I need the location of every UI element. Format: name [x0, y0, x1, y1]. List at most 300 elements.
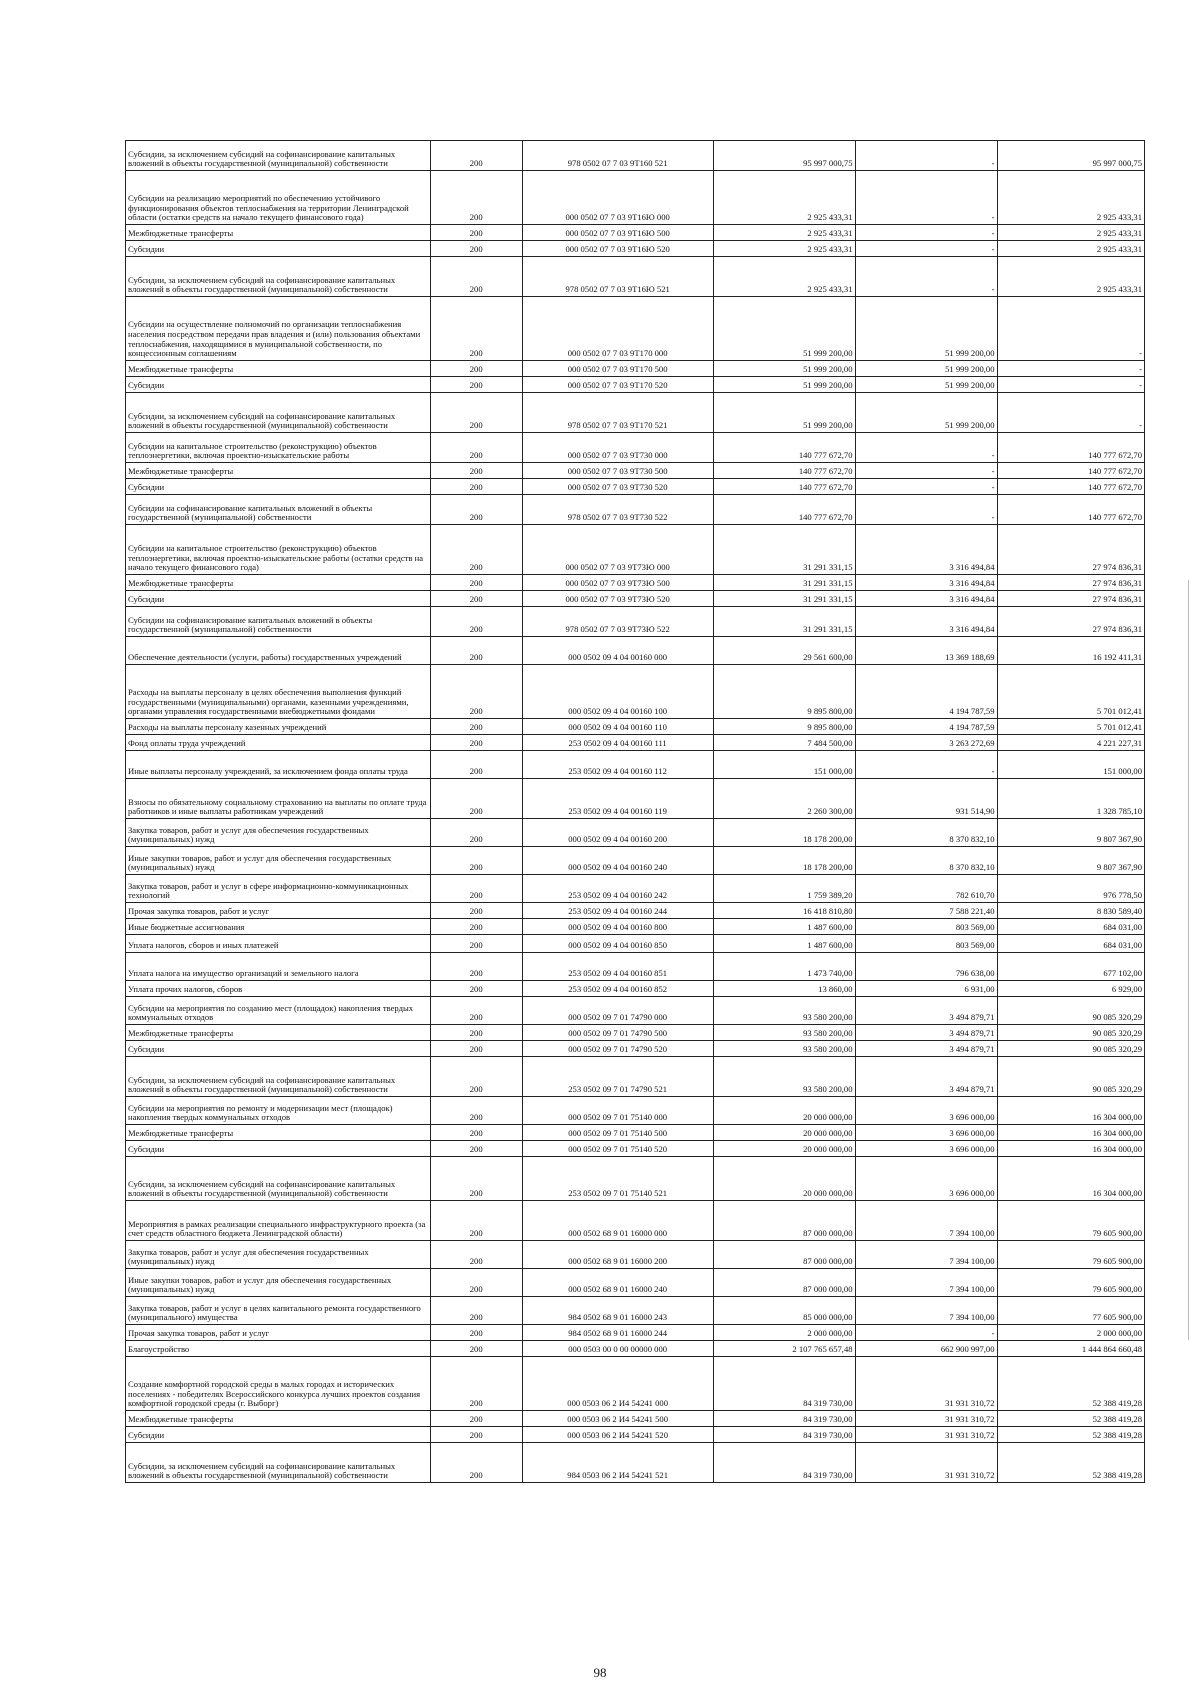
row-line-code-cell: 200	[430, 495, 522, 525]
row-budget-code-cell: 000 0502 07 7 03 9Т16Ю 520	[522, 241, 713, 257]
row-unexecuted-amount-cell: 9 807 367,90	[997, 819, 1144, 847]
row-unexecuted-amount-cell: 27 974 836,31	[997, 575, 1144, 591]
row-line-code-cell: 200	[430, 1357, 522, 1411]
row-approved-amount-cell: 31 291 331,15	[713, 591, 855, 607]
row-unexecuted-amount-cell: 1 444 864 660,48	[997, 1341, 1144, 1357]
table-row	[126, 591, 1145, 607]
row-approved-amount-cell: 2 925 433,31	[713, 257, 855, 297]
table-row	[126, 997, 1145, 1025]
budget-report-page	[125, 140, 1145, 1483]
row-name-cell: Субсидии, за исключением субсидий на софинансирование капитальных вложений в объекты государственной (муниципальной) собственности	[126, 1443, 431, 1483]
row-budget-code-cell: 000 0502 09 4 04 00160 850	[522, 935, 713, 953]
row-line-code-cell: 200	[430, 257, 522, 297]
row-budget-code-cell: 000 0502 07 7 03 9Т730 500	[522, 463, 713, 479]
row-unexecuted-amount-cell: 976 778,50	[997, 875, 1144, 903]
row-budget-code-cell: 000 0502 07 7 03 9Т730 520	[522, 479, 713, 495]
table-row	[126, 297, 1145, 361]
row-budget-code-cell: 000 0502 09 7 01 74790 500	[522, 1025, 713, 1041]
row-executed-amount-cell: 803 569,00	[855, 935, 997, 953]
row-name-cell: Мероприятия в рамках реализации специального инфраструктурного проекта (за счет средств областного бюджета Ленинградской области)	[126, 1201, 431, 1241]
table-row	[126, 377, 1145, 393]
row-line-code-cell: 200	[430, 903, 522, 919]
row-line-code-cell: 200	[430, 1269, 522, 1297]
row-executed-amount-cell: 8 370 832,10	[855, 819, 997, 847]
table-row	[126, 141, 1145, 171]
table-row	[126, 1241, 1145, 1269]
row-budget-code-cell: 253 0502 09 4 04 00160 244	[522, 903, 713, 919]
row-approved-amount-cell: 16 418 810,80	[713, 903, 855, 919]
row-unexecuted-amount-cell: 5 701 012,41	[997, 665, 1144, 719]
row-executed-amount-cell: -	[855, 479, 997, 495]
table-row	[126, 875, 1145, 903]
row-approved-amount-cell: 140 777 672,70	[713, 433, 855, 463]
row-name-cell: Субсидии, за исключением субсидий на софинансирование капитальных вложений в объекты государственной (муниципальной) собственности	[126, 1157, 431, 1201]
table-row	[126, 1443, 1145, 1483]
row-approved-amount-cell: 1 473 740,00	[713, 953, 855, 981]
table-body	[126, 141, 1145, 1483]
row-line-code-cell: 200	[430, 141, 522, 171]
row-executed-amount-cell: 3 316 494,84	[855, 591, 997, 607]
table-row	[126, 981, 1145, 997]
row-name-cell: Расходы на выплаты персоналу казенных учреждений	[126, 719, 431, 735]
row-unexecuted-amount-cell: 684 031,00	[997, 935, 1144, 953]
row-unexecuted-amount-cell: 79 605 900,00	[997, 1201, 1144, 1241]
row-name-cell: Субсидии	[126, 377, 431, 393]
row-name-cell: Субсидии на софинансирование капитальных вложений в объекты государственной (муниципальной) собственности	[126, 607, 431, 637]
row-approved-amount-cell: 9 895 800,00	[713, 665, 855, 719]
budget-execution-table	[125, 140, 1145, 1483]
table-row	[126, 393, 1145, 433]
table-row	[126, 607, 1145, 637]
row-budget-code-cell: 000 0502 07 7 03 9Т73Ю 520	[522, 591, 713, 607]
row-unexecuted-amount-cell: 2 000 000,00	[997, 1325, 1144, 1341]
row-unexecuted-amount-cell: 90 085 320,29	[997, 997, 1144, 1025]
row-approved-amount-cell: 84 319 730,00	[713, 1411, 855, 1427]
row-executed-amount-cell: 3 263 272,69	[855, 735, 997, 751]
table-row	[126, 575, 1145, 591]
row-budget-code-cell: 000 0502 07 7 03 9Т170 500	[522, 361, 713, 377]
row-approved-amount-cell: 140 777 672,70	[713, 463, 855, 479]
row-budget-code-cell: 000 0502 07 7 03 9Т170 520	[522, 377, 713, 393]
row-budget-code-cell: 000 0502 68 9 01 16000 200	[522, 1241, 713, 1269]
table-row	[126, 1341, 1145, 1357]
row-line-code-cell: 200	[430, 171, 522, 225]
row-approved-amount-cell: 93 580 200,00	[713, 1041, 855, 1057]
row-budget-code-cell: 000 0502 09 4 04 00160 000	[522, 637, 713, 665]
row-approved-amount-cell: 87 000 000,00	[713, 1201, 855, 1241]
row-line-code-cell: 200	[430, 1325, 522, 1341]
row-name-cell: Субсидии	[126, 591, 431, 607]
row-budget-code-cell: 000 0502 09 4 04 00160 110	[522, 719, 713, 735]
row-line-code-cell: 200	[430, 1057, 522, 1097]
table-row	[126, 241, 1145, 257]
row-name-cell: Межбюджетные трансферты	[126, 225, 431, 241]
row-approved-amount-cell: 2 000 000,00	[713, 1325, 855, 1341]
table-row	[126, 1025, 1145, 1041]
row-approved-amount-cell: 84 319 730,00	[713, 1357, 855, 1411]
row-budget-code-cell: 000 0502 09 4 04 00160 200	[522, 819, 713, 847]
row-line-code-cell: 200	[430, 1025, 522, 1041]
row-unexecuted-amount-cell: -	[997, 393, 1144, 433]
row-executed-amount-cell: 31 931 310,72	[855, 1411, 997, 1427]
row-line-code-cell: 200	[430, 1443, 522, 1483]
row-executed-amount-cell: 803 569,00	[855, 919, 997, 935]
row-approved-amount-cell: 2 107 765 657,48	[713, 1341, 855, 1357]
row-name-cell: Субсидии, за исключением субсидий на софинансирование капитальных вложений в объекты государственной (муниципальной) собственности	[126, 393, 431, 433]
table-row	[126, 1157, 1145, 1201]
row-approved-amount-cell: 51 999 200,00	[713, 377, 855, 393]
row-unexecuted-amount-cell: -	[997, 377, 1144, 393]
row-line-code-cell: 200	[430, 1201, 522, 1241]
row-line-code-cell: 200	[430, 393, 522, 433]
row-name-cell: Субсидии на капитальное строительство (реконструкцию) объектов теплоэнергетики, включая проектно-изыскательские работы	[126, 433, 431, 463]
row-unexecuted-amount-cell: 77 605 900,00	[997, 1297, 1144, 1325]
table-row	[126, 1141, 1145, 1157]
row-name-cell: Субсидии	[126, 479, 431, 495]
row-unexecuted-amount-cell: 677 102,00	[997, 953, 1144, 981]
table-row	[126, 903, 1145, 919]
row-budget-code-cell: 000 0502 68 9 01 16000 000	[522, 1201, 713, 1241]
row-unexecuted-amount-cell: 52 388 419,28	[997, 1411, 1144, 1427]
row-line-code-cell: 200	[430, 479, 522, 495]
table-row	[126, 735, 1145, 751]
table-row	[126, 171, 1145, 225]
row-line-code-cell: 200	[430, 779, 522, 819]
row-line-code-cell: 200	[430, 875, 522, 903]
row-approved-amount-cell: 51 999 200,00	[713, 393, 855, 433]
row-approved-amount-cell: 18 178 200,00	[713, 819, 855, 847]
row-approved-amount-cell: 95 997 000,75	[713, 141, 855, 171]
row-approved-amount-cell: 31 291 331,15	[713, 607, 855, 637]
row-line-code-cell: 200	[430, 225, 522, 241]
row-executed-amount-cell: -	[855, 171, 997, 225]
row-unexecuted-amount-cell: 90 085 320,29	[997, 1057, 1144, 1097]
row-unexecuted-amount-cell: 9 807 367,90	[997, 847, 1144, 875]
table-row	[126, 1269, 1145, 1297]
row-line-code-cell: 200	[430, 377, 522, 393]
row-executed-amount-cell: 4 194 787,59	[855, 719, 997, 735]
row-budget-code-cell: 984 0502 68 9 01 16000 243	[522, 1297, 713, 1325]
row-unexecuted-amount-cell: 16 304 000,00	[997, 1097, 1144, 1125]
row-name-cell: Субсидии на капитальное строительство (реконструкцию) объектов теплоэнергетики, включая проектно-изыскательские работы (остатки средств на начало текущего финансового года)	[126, 525, 431, 575]
row-budget-code-cell: 000 0502 07 7 03 9Т16Ю 500	[522, 225, 713, 241]
row-line-code-cell: 200	[430, 525, 522, 575]
row-executed-amount-cell: 4 194 787,59	[855, 665, 997, 719]
row-budget-code-cell: 000 0502 07 7 03 9Т16Ю 000	[522, 171, 713, 225]
table-row	[126, 1057, 1145, 1097]
row-executed-amount-cell: -	[855, 141, 997, 171]
row-line-code-cell: 200	[430, 997, 522, 1025]
table-row	[126, 935, 1145, 953]
row-approved-amount-cell: 93 580 200,00	[713, 1025, 855, 1041]
row-budget-code-cell: 000 0502 07 7 03 9Т73Ю 500	[522, 575, 713, 591]
row-executed-amount-cell: 3 316 494,84	[855, 525, 997, 575]
table-row	[126, 1325, 1145, 1341]
row-name-cell: Межбюджетные трансферты	[126, 361, 431, 377]
row-executed-amount-cell: -	[855, 495, 997, 525]
row-name-cell: Субсидии, за исключением субсидий на софинансирование капитальных вложений в объекты государственной (муниципальной) собственности	[126, 1057, 431, 1097]
row-name-cell: Иные закупки товаров, работ и услуг для обеспечения государственных (муниципальных) нужд	[126, 847, 431, 875]
row-name-cell: Благоустройство	[126, 1341, 431, 1357]
row-approved-amount-cell: 2 925 433,31	[713, 225, 855, 241]
table-row	[126, 751, 1145, 779]
table-row	[126, 1201, 1145, 1241]
row-unexecuted-amount-cell: 1 328 785,10	[997, 779, 1144, 819]
row-budget-code-cell: 000 0503 06 2 И4 54241 520	[522, 1427, 713, 1443]
row-line-code-cell: 200	[430, 919, 522, 935]
row-executed-amount-cell: 662 900 997,00	[855, 1341, 997, 1357]
table-row	[126, 433, 1145, 463]
row-unexecuted-amount-cell: 140 777 672,70	[997, 433, 1144, 463]
row-name-cell: Субсидии на мероприятия по ремонту и модернизации мест (площадок) накопления твердых коммунальных отходов	[126, 1097, 431, 1125]
row-budget-code-cell: 000 0502 68 9 01 16000 240	[522, 1269, 713, 1297]
row-name-cell: Уплата прочих налогов, сборов	[126, 981, 431, 997]
table-row	[126, 463, 1145, 479]
row-line-code-cell: 200	[430, 1341, 522, 1357]
row-approved-amount-cell: 140 777 672,70	[713, 495, 855, 525]
row-executed-amount-cell: 3 696 000,00	[855, 1141, 997, 1157]
row-executed-amount-cell: 7 394 100,00	[855, 1241, 997, 1269]
row-budget-code-cell: 253 0502 09 4 04 00160 242	[522, 875, 713, 903]
row-line-code-cell: 200	[430, 607, 522, 637]
row-unexecuted-amount-cell: 2 925 433,31	[997, 241, 1144, 257]
row-line-code-cell: 200	[430, 735, 522, 751]
row-line-code-cell: 200	[430, 819, 522, 847]
row-executed-amount-cell: 3 494 879,71	[855, 1057, 997, 1097]
row-name-cell: Закупка товаров, работ и услуг в сфере информационно-коммуникационных технологий	[126, 875, 431, 903]
row-executed-amount-cell: 7 394 100,00	[855, 1297, 997, 1325]
row-approved-amount-cell: 93 580 200,00	[713, 997, 855, 1025]
row-approved-amount-cell: 1 487 600,00	[713, 935, 855, 953]
table-row	[126, 1297, 1145, 1325]
row-budget-code-cell: 978 0502 07 7 03 9Т730 522	[522, 495, 713, 525]
row-line-code-cell: 200	[430, 665, 522, 719]
row-executed-amount-cell: -	[855, 257, 997, 297]
row-budget-code-cell: 000 0502 09 7 01 75140 520	[522, 1141, 713, 1157]
table-row	[126, 919, 1145, 935]
row-budget-code-cell: 000 0502 09 4 04 00160 800	[522, 919, 713, 935]
row-budget-code-cell: 978 0502 07 7 03 9Т16Ю 521	[522, 257, 713, 297]
table-row	[126, 719, 1145, 735]
row-name-cell: Субсидии на осуществление полномочий по организации теплоснабжения населения посредством передачи прав владения и (или) пользования объектами теплоснабжения, находящимися в муниципальной собственности, по концессионным соглашениям	[126, 297, 431, 361]
row-name-cell: Взносы по обязательному социальному страхованию на выплаты по оплате труда работников и иные выплаты работникам учреждений	[126, 779, 431, 819]
row-executed-amount-cell: -	[855, 1325, 997, 1341]
row-approved-amount-cell: 31 291 331,15	[713, 525, 855, 575]
row-line-code-cell: 200	[430, 751, 522, 779]
row-unexecuted-amount-cell: 140 777 672,70	[997, 479, 1144, 495]
row-line-code-cell: 200	[430, 297, 522, 361]
row-line-code-cell: 200	[430, 433, 522, 463]
table-row	[126, 361, 1145, 377]
row-approved-amount-cell: 20 000 000,00	[713, 1125, 855, 1141]
row-unexecuted-amount-cell: 16 304 000,00	[997, 1125, 1144, 1141]
row-budget-code-cell: 000 0503 06 2 И4 54241 000	[522, 1357, 713, 1411]
row-line-code-cell: 200	[430, 1241, 522, 1269]
row-budget-code-cell: 000 0503 00 0 00 00000 000	[522, 1341, 713, 1357]
row-line-code-cell: 200	[430, 463, 522, 479]
row-unexecuted-amount-cell: -	[997, 361, 1144, 377]
row-name-cell: Прочая закупка товаров, работ и услуг	[126, 903, 431, 919]
row-approved-amount-cell: 87 000 000,00	[713, 1269, 855, 1297]
row-executed-amount-cell: 3 316 494,84	[855, 575, 997, 591]
table-row	[126, 1357, 1145, 1411]
row-executed-amount-cell: 3 494 879,71	[855, 1041, 997, 1057]
row-line-code-cell: 200	[430, 637, 522, 665]
row-budget-code-cell: 253 0502 09 4 04 00160 852	[522, 981, 713, 997]
table-row	[126, 819, 1145, 847]
row-executed-amount-cell: 31 931 310,72	[855, 1357, 997, 1411]
row-unexecuted-amount-cell: 79 605 900,00	[997, 1269, 1144, 1297]
row-name-cell: Межбюджетные трансферты	[126, 1125, 431, 1141]
row-name-cell: Закупка товаров, работ и услуг для обеспечения государственных (муниципальных) нужд	[126, 1241, 431, 1269]
table-row	[126, 1097, 1145, 1125]
row-approved-amount-cell: 140 777 672,70	[713, 479, 855, 495]
row-unexecuted-amount-cell: 8 830 589,40	[997, 903, 1144, 919]
row-approved-amount-cell: 31 291 331,15	[713, 575, 855, 591]
row-unexecuted-amount-cell: 90 085 320,29	[997, 1025, 1144, 1041]
row-name-cell: Создание комфортной городской среды в малых городах и исторических поселениях - победителях Всероссийского конкурса лучших проектов создания комфортной городской среды (г. Выборг)	[126, 1357, 431, 1411]
row-name-cell: Субсидии, за исключением субсидий на софинансирование капитальных вложений в объекты государственной (муниципальной) собственности	[126, 257, 431, 297]
row-executed-amount-cell: -	[855, 433, 997, 463]
row-approved-amount-cell: 1 487 600,00	[713, 919, 855, 935]
row-approved-amount-cell: 1 759 389,20	[713, 875, 855, 903]
row-approved-amount-cell: 7 484 500,00	[713, 735, 855, 751]
row-line-code-cell: 200	[430, 241, 522, 257]
row-budget-code-cell: 000 0502 09 7 01 75140 000	[522, 1097, 713, 1125]
row-executed-amount-cell: -	[855, 751, 997, 779]
row-budget-code-cell: 253 0502 09 7 01 75140 521	[522, 1157, 713, 1201]
row-approved-amount-cell: 18 178 200,00	[713, 847, 855, 875]
row-line-code-cell: 200	[430, 1097, 522, 1125]
row-budget-code-cell: 000 0502 09 4 04 00160 100	[522, 665, 713, 719]
row-unexecuted-amount-cell: 52 388 419,28	[997, 1443, 1144, 1483]
row-executed-amount-cell: 3 494 879,71	[855, 997, 997, 1025]
row-approved-amount-cell: 13 860,00	[713, 981, 855, 997]
table-row	[126, 1411, 1145, 1427]
row-name-cell: Межбюджетные трансферты	[126, 463, 431, 479]
row-line-code-cell: 200	[430, 591, 522, 607]
table-row	[126, 665, 1145, 719]
row-budget-code-cell: 000 0502 09 4 04 00160 240	[522, 847, 713, 875]
row-unexecuted-amount-cell: 2 925 433,31	[997, 171, 1144, 225]
row-unexecuted-amount-cell: 140 777 672,70	[997, 495, 1144, 525]
row-executed-amount-cell: -	[855, 463, 997, 479]
row-budget-code-cell: 978 0502 07 7 03 9Т170 521	[522, 393, 713, 433]
row-budget-code-cell: 000 0502 09 7 01 75140 500	[522, 1125, 713, 1141]
row-name-cell: Закупка товаров, работ и услуг в целях капитального ремонта государственного (муниципального) имущества	[126, 1297, 431, 1325]
row-name-cell: Субсидии	[126, 241, 431, 257]
row-unexecuted-amount-cell: 151 000,00	[997, 751, 1144, 779]
row-unexecuted-amount-cell: -	[997, 297, 1144, 361]
row-executed-amount-cell: 796 638,00	[855, 953, 997, 981]
row-approved-amount-cell: 87 000 000,00	[713, 1241, 855, 1269]
row-unexecuted-amount-cell: 27 974 836,31	[997, 525, 1144, 575]
row-unexecuted-amount-cell: 27 974 836,31	[997, 607, 1144, 637]
row-name-cell: Иные выплаты персоналу учреждений, за исключением фонда оплаты труда	[126, 751, 431, 779]
row-executed-amount-cell: 7 394 100,00	[855, 1201, 997, 1241]
row-unexecuted-amount-cell: 90 085 320,29	[997, 1041, 1144, 1057]
row-line-code-cell: 200	[430, 1297, 522, 1325]
row-line-code-cell: 200	[430, 981, 522, 997]
row-budget-code-cell: 984 0502 68 9 01 16000 244	[522, 1325, 713, 1341]
table-row	[126, 1427, 1145, 1443]
row-unexecuted-amount-cell: 52 388 419,28	[997, 1357, 1144, 1411]
row-budget-code-cell: 000 0502 09 7 01 74790 520	[522, 1041, 713, 1057]
row-approved-amount-cell: 20 000 000,00	[713, 1157, 855, 1201]
row-name-cell: Закупка товаров, работ и услуг для обеспечения государственных (муниципальных) нужд	[126, 819, 431, 847]
row-approved-amount-cell: 151 000,00	[713, 751, 855, 779]
table-row	[126, 479, 1145, 495]
table-row	[126, 495, 1145, 525]
scan-edge-line	[1188, 580, 1189, 1340]
row-approved-amount-cell: 51 999 200,00	[713, 297, 855, 361]
row-line-code-cell: 200	[430, 953, 522, 981]
table-row	[126, 1125, 1145, 1141]
row-name-cell: Иные закупки товаров, работ и услуг для обеспечения государственных (муниципальных) нужд	[126, 1269, 431, 1297]
row-budget-code-cell: 000 0502 07 7 03 9Т730 000	[522, 433, 713, 463]
row-budget-code-cell: 253 0502 09 4 04 00160 119	[522, 779, 713, 819]
row-name-cell: Межбюджетные трансферты	[126, 1025, 431, 1041]
row-name-cell: Субсидии, за исключением субсидий на софинансирование капитальных вложений в объекты государственной (муниципальной) собственности	[126, 141, 431, 171]
row-unexecuted-amount-cell: 4 221 227,31	[997, 735, 1144, 751]
row-unexecuted-amount-cell: 16 304 000,00	[997, 1141, 1144, 1157]
row-executed-amount-cell: 8 370 832,10	[855, 847, 997, 875]
row-executed-amount-cell: 51 999 200,00	[855, 393, 997, 433]
row-executed-amount-cell: 51 999 200,00	[855, 297, 997, 361]
row-approved-amount-cell: 84 319 730,00	[713, 1427, 855, 1443]
row-unexecuted-amount-cell: 95 997 000,75	[997, 141, 1144, 171]
row-line-code-cell: 200	[430, 719, 522, 735]
table-row	[126, 637, 1145, 665]
row-name-cell: Субсидии	[126, 1427, 431, 1443]
row-name-cell: Субсидии на реализацию мероприятий по обеспечению устойчивого функционирования объектов теплоснабжения на территории Ленинградской области (остатки средств на начало текущего финансового года)	[126, 171, 431, 225]
row-line-code-cell: 200	[430, 1411, 522, 1427]
row-name-cell: Фонд оплаты труда учреждений	[126, 735, 431, 751]
row-executed-amount-cell: 7 588 221,40	[855, 903, 997, 919]
page-number: 98	[593, 1665, 607, 1680]
row-budget-code-cell: 000 0502 07 7 03 9Т170 000	[522, 297, 713, 361]
row-executed-amount-cell: 6 931,00	[855, 981, 997, 997]
row-approved-amount-cell: 2 925 433,31	[713, 241, 855, 257]
row-line-code-cell: 200	[430, 361, 522, 377]
row-unexecuted-amount-cell: 6 929,00	[997, 981, 1144, 997]
row-budget-code-cell: 978 0502 07 7 03 9Т73Ю 522	[522, 607, 713, 637]
row-approved-amount-cell: 2 925 433,31	[713, 171, 855, 225]
row-name-cell: Межбюджетные трансферты	[126, 1411, 431, 1427]
row-budget-code-cell: 253 0502 09 7 01 74790 521	[522, 1057, 713, 1097]
row-executed-amount-cell: -	[855, 225, 997, 241]
row-unexecuted-amount-cell: 16 192 411,31	[997, 637, 1144, 665]
row-budget-code-cell: 978 0502 07 7 03 9Т160 521	[522, 141, 713, 171]
row-line-code-cell: 200	[430, 935, 522, 953]
row-approved-amount-cell: 20 000 000,00	[713, 1097, 855, 1125]
row-executed-amount-cell: 13 369 188,69	[855, 637, 997, 665]
row-name-cell: Субсидии	[126, 1041, 431, 1057]
row-executed-amount-cell: 7 394 100,00	[855, 1269, 997, 1297]
row-budget-code-cell: 984 0503 06 2 И4 54241 521	[522, 1443, 713, 1483]
row-budget-code-cell: 000 0502 09 7 01 74790 000	[522, 997, 713, 1025]
row-executed-amount-cell: 31 931 310,72	[855, 1427, 997, 1443]
row-approved-amount-cell: 9 895 800,00	[713, 719, 855, 735]
row-name-cell: Субсидии на софинансирование капитальных вложений в объекты государственной (муниципальной) собственности	[126, 495, 431, 525]
row-executed-amount-cell: 782 610,70	[855, 875, 997, 903]
row-budget-code-cell: 000 0502 07 7 03 9Т73Ю 000	[522, 525, 713, 575]
row-executed-amount-cell: 931 514,90	[855, 779, 997, 819]
row-line-code-cell: 200	[430, 575, 522, 591]
row-unexecuted-amount-cell: 16 304 000,00	[997, 1157, 1144, 1201]
row-unexecuted-amount-cell: 684 031,00	[997, 919, 1144, 935]
row-line-code-cell: 200	[430, 1125, 522, 1141]
